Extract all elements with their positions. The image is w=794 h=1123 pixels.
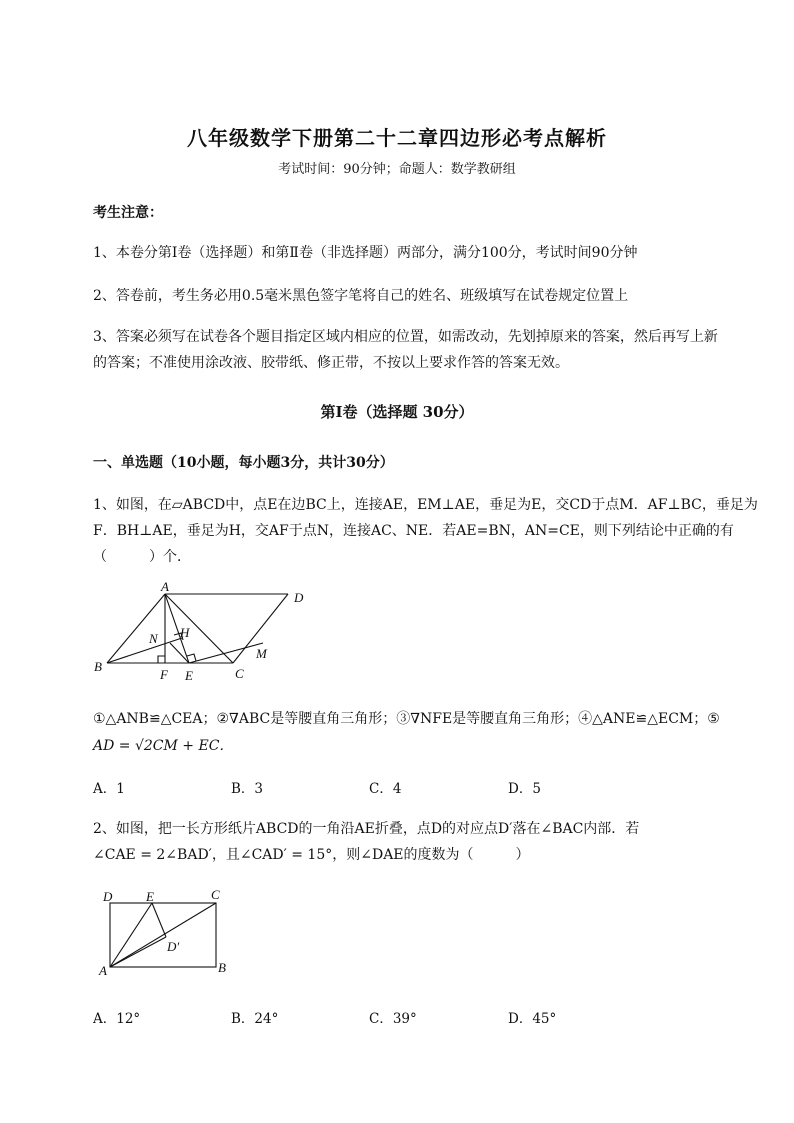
fig1-label-h: H (180, 625, 190, 640)
q1-option-b[interactable]: B．3 (231, 781, 264, 797)
q1-text-line3: （ ）个． (93, 549, 191, 565)
q1-option-d[interactable]: D．5 (508, 781, 541, 797)
fig1-label-b: B (94, 659, 102, 674)
fig1-label-d: D (294, 590, 304, 605)
fig2-label-e: E (146, 889, 154, 904)
fig1-label-m: M (256, 646, 267, 661)
fig2-label-b: B (218, 960, 226, 975)
fig2-label-d-prime: D′ (167, 939, 180, 954)
fig2-label-a: A (99, 963, 107, 978)
notice-item-2: 2、答卷前，考生务必用0.5毫米黑色签字笔将自己的姓名、班级填写在试卷规定位置上 (93, 288, 629, 304)
part-heading: 一、单选题（10小题，每小题3分，共计30分） (93, 455, 394, 471)
fig1-label-e: E (185, 668, 193, 683)
q1-option-a[interactable]: A．1 (93, 781, 125, 797)
q1-option-c[interactable]: C．4 (369, 781, 402, 797)
q2-rectangle-figure (96, 884, 241, 982)
section-title: 第I卷（选择题 30分） (320, 403, 474, 421)
fig2-label-c: C (211, 887, 220, 902)
q1-conclusions-line2: AD = √2CM + EC． (93, 738, 234, 754)
q1-parallelogram-figure (88, 582, 328, 687)
notice-item-3-continued: 的答案；不准使用涂改液、胶带纸、修正带，不按以上要求作答的答案无效。 (93, 355, 569, 371)
q2-option-b[interactable]: B．24° (231, 1011, 279, 1027)
fig1-label-a: A (161, 582, 169, 594)
notice-item-1: 1、本卷分第I卷（选择题）和第Ⅱ卷（非选择题）两部分，满分100分，考试时间90分钟 (93, 245, 638, 261)
q2-option-c[interactable]: C．39° (369, 1011, 417, 1027)
q2-option-a[interactable]: A．12° (93, 1011, 141, 1027)
q2-text-line2: ∠CAE = 2∠BAD′，且∠CAD′ = 15°，则∠DAE的度数为（ ） (93, 847, 530, 863)
q1-text-line1: 1、如图，在▱ABCD中，点E在边BC上，连接AE，EM⊥AE，垂足为E，交CD于点M．AF⊥BC，垂足为 (93, 497, 758, 513)
notice-item-3: 3、答案必须写在试卷各个题目指定区域内相应的位置，如需改动，先划掉原来的答案，然后再写上新 (93, 329, 718, 345)
fig1-label-c: C (235, 666, 244, 681)
notice-heading: 考生注意： (93, 205, 163, 221)
fig1-label-f: F (160, 667, 168, 682)
fig1-label-n: N (149, 631, 158, 646)
q2-text-line1: 2、如图，把一长方形纸片ABCD的一角沿AE折叠，点D的对应点D′落在∠BAC内部．若 (93, 821, 640, 837)
page-title: 八年级数学下册第二十二章四边形必考点解析 (187, 126, 607, 150)
q1-conclusions-line1: ①△ANB≌△CEA；②∇ABC是等腰直角三角形；③∇NFE是等腰直角三角形；④△ANE≌△ECM；⑤ (93, 711, 720, 727)
fig2-label-d: D (103, 889, 113, 904)
q2-option-d[interactable]: D．45° (508, 1011, 557, 1027)
q1-text-line2: F．BH⊥AE，垂足为H，交AF于点N，连接AC、NE．若AE=BN，AN=CE，则下列结论中正确的有 (93, 523, 734, 539)
exam-info: 考试时间：90分钟；命题人：数学教研组 (278, 162, 516, 177)
